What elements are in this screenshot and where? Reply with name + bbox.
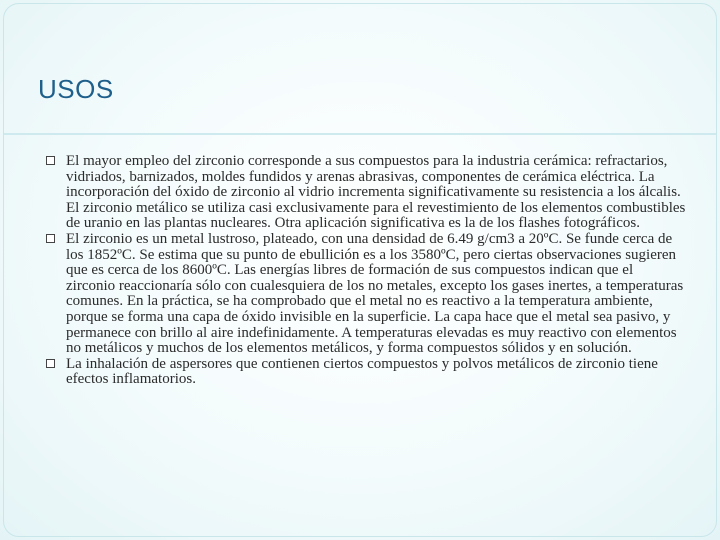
bullet-square-icon [46, 156, 55, 165]
bullet-item-inhalacion [46, 357, 686, 388]
slide-body [46, 154, 686, 388]
bullet-text: El mayor empleo del zirconio corresponde a sus compuestos para la industria cerámica: refractarios, vidriados, barnizados, moldes fundidos y arenas abrasivas, componentes de cerámica eléctrica. La incorporación del óxido de zirconio al vidrio incrementa significativamente su resistencia a los álcalis. El zirconio metálico se utiliza casi exclusivamente para el revestimiento de los elementos combustibles de uranio en las plantas nucleares. Otra aplicación significativa es la de los flashes fotográficos. [66, 153, 686, 232]
bullet-text: La inhalación de aspersores que contienen ciertos compuestos y polvos metálicos de zirconio tiene efectos inflamatorios. [66, 355, 658, 388]
title-divider [4, 133, 716, 135]
slide-title: USOS [38, 74, 114, 104]
bullet-square-icon [46, 359, 55, 368]
bullet-item-usos-ceramica [46, 154, 686, 232]
bullet-text: El zirconio es un metal lustroso, plateado, con una densidad de 6.49 g/cm3 a 20ºC. Se funde cerca de los 1852ºC. Se estima que su punto de ebullición es a los 3580ºC, pero ciertas observaciones sugieren que es cerca de los 8600ºC. Las energías libres de formación de sus compuestos indican que el zirconio reaccionaría sólo con cualesquiera de los no metales, excepto los gases inertes, a temperaturas comunes. En la práctica, se ha comprobado que el metal no es reactivo a la temperatura ambiente, porque se forma una capa de óxido invisible en la superficie. La capa hace que el metal sea pasivo, y permanece con brillo al aire indefinidamente. A temperaturas elevadas es muy reactivo con elementos no metálicos y muchos de los elementos metálicos, y forma compuestos sólidos y en solución. [66, 230, 684, 357]
bullet-square-icon [46, 234, 55, 243]
bullet-item-propiedades [46, 232, 686, 357]
